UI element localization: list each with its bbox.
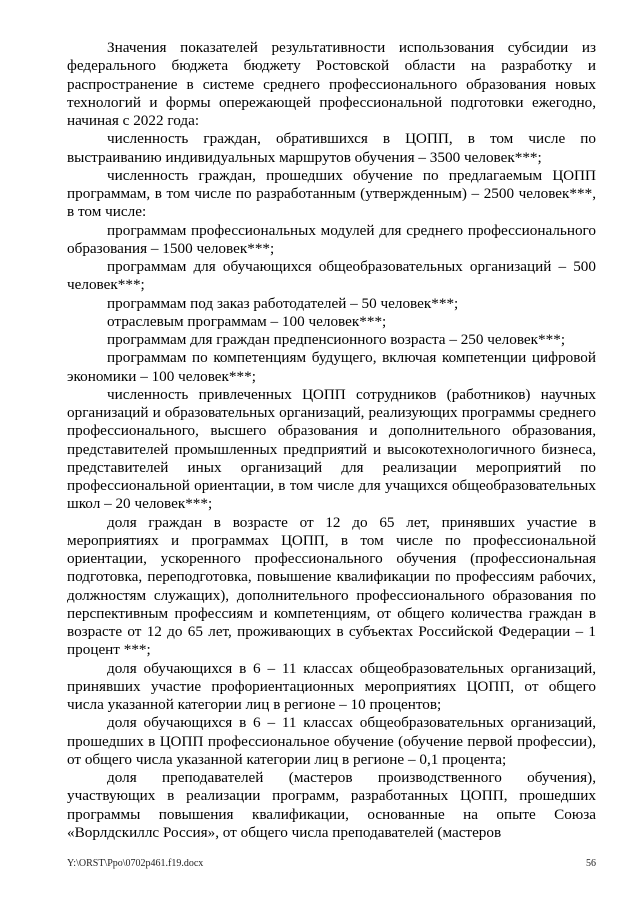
footer-file-path: Y:\ORST\Ppo\0702p461.f19.docx (67, 858, 204, 869)
document-body (67, 39, 596, 842)
paragraph-item: численность граждан, прошедших обучение по предлагаемым ЦОПП программам, в том числе по разработанным (утвержденным) – 2500 человек***, в том числе: (67, 166, 596, 221)
paragraph-subitem: программам для обучающихся общеобразовательных организаций – 500 человек***; (67, 258, 596, 294)
paragraph-item: доля преподавателей (мастеров производственного обучения), участвующих в реализации программ, разработанных ЦОПП, прошедших программы повышения квалификации, основанные на опыте Союза «Ворлдскиллс Россия», от общего числа преподавателей (мастеров (67, 769, 596, 841)
paragraph-subitem: отраслевым программам – 100 человек***; (107, 312, 387, 330)
paragraph-item: численность граждан, обратившихся в ЦОПП, в том числе по выстраиванию индивидуальных маршрутов обучения – 3500 человек***; (67, 130, 596, 166)
paragraph-item: доля граждан в возрасте от 12 до 65 лет, принявших участие в мероприятиях и программах ЦОПП, в том числе по профессиональной ориентации, ускоренного профессионального обучения (профессиональная подготовка, переподготовка, повышение квалификации по профессиям рабочих, должностям служащих), дополнительного профессионального образования по перспективным профессиям и компетенциям, от общего количества граждан в возрасте от 12 до 65 лет, проживающих в субъектах Российской Федерации – 1 процент ***; (67, 513, 596, 659)
paragraph-item: численность привлеченных ЦОПП сотрудников (работников) научных организаций и образовательных организаций, реализующих программы среднего профессионального, высшего образования и дополнительного образования, представителей промышленных предприятий и высокотехнологичного бизнеса, представителей иных организаций для реализации мероприятий по профессиональной ориентации, в том числе для учащихся общеобразовательных школ – 20 человек***; (67, 385, 596, 513)
footer-page-number: 56 (586, 858, 596, 869)
paragraph-subitem: программам под заказ работодателей – 50 человек***; (107, 294, 459, 312)
paragraph-item: доля обучающихся в 6 – 11 классах общеобразовательных организаций, принявших участие профориентационных мероприятиях ЦОПП, от общего числа указанной категории лиц в регионе – 10 процентов; (67, 659, 596, 713)
paragraph-item: доля обучающихся в 6 – 11 классах общеобразовательных организаций, прошедших в ЦОПП профессиональное обучение (обучение первой профессии), от общего числа указанной категории лиц в регионе – 0,1 процента; (67, 714, 596, 768)
paragraph-subitem: программам для граждан предпенсионного возраста – 250 человек***; (107, 331, 566, 348)
paragraph-subitem: программам по компетенциям будущего, включая компетенции цифровой экономики – 100 человек***; (67, 349, 596, 385)
paragraph-intro: Значения показателей результативности использования субсидии из федерального бюджета бюджету Ростовской области на разработку и распространение в системе среднего профессионального образования новых технологий и формы опережающей профессиональной подготовки ежегодно, начиная с 2022 года: (67, 39, 596, 129)
paragraph-subitem: программам профессиональных модулей для среднего профессионального образования – 1500 человек***; (67, 221, 596, 257)
